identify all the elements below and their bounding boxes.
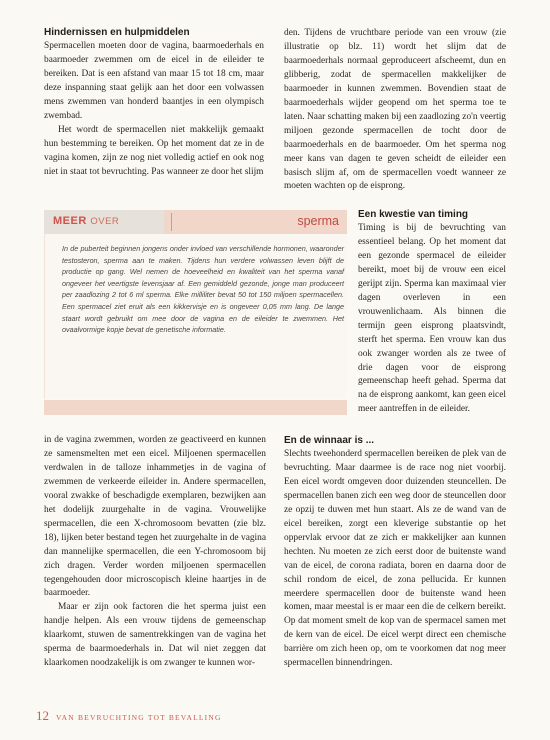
section-heading-hindernissen: Hindernissen en hulpmiddelen	[44, 27, 190, 38]
page-footer	[36, 707, 222, 725]
running-title: VAN BEVRUCHTING TOT BEVALLING	[56, 713, 222, 722]
section-heading-winnaar: En de winnaar is ...	[284, 435, 375, 446]
info-box-body	[44, 234, 347, 399]
column-right-top	[284, 27, 506, 194]
paragraph: den. Tijdens de vruchtbare periode van een vrouw (zie illustratie op blz. 11) wordt het slijm dat de baarmoederhals normaal geproduceert afscheemt, dun en glibberig, zodat de spermacellen makkelijker de baarmoeder in kunnen zwemmen. Bovendien staat de baarmoederhals wijder geopend om het sperma toe te laten. Naar schatting maken bij een zaadlozing zo'n veertig miljoen gezonde spermacellen de tocht door de baarmoederhals en de baarmoeder. Om het sperma nog meer kans van dagen te geven scheidt de eileider een basisch slijm af, om de spermacellen voedt wanneer ze moeten wachten op de eisprong.	[284, 28, 506, 192]
page-number: 12	[36, 708, 49, 723]
paragraph: Maar er zijn ook factoren die het sperma juist een handje helpen. Als een vrouw tijdens de gemeenschap klaarkomt, stuwen de samentrekkingen van de vagina het sperma de baarmoederhals in. Dat wil niet zeggen dat klaarkomen noodzakelijk is om zwanger te kunnen wor-	[44, 602, 266, 669]
info-box-header	[44, 210, 347, 234]
tag-meer: MEER	[53, 215, 87, 227]
section-heading-timing: Een kwestie van timing	[358, 209, 469, 220]
column-left-top	[44, 26, 264, 180]
paragraph: Timing is bij de bevruchting van essentieel belang. Op het moment dat een gezonde spermacel de eileider bereikt, moet bij de vrouw een eicel gerijpt zijn. Sperma kan maximaal vier dagen overleven in een vrouwenlichaam. Als binnen die termijn geen eisprong plaatsvindt, sterft het sperma. Een vrouw kan dus ook zwanger worden als ze twee of drie dagen voor de eisprong gemeenschap heeft gehad. Sperma dat na de eisprong aankomt, kan geen eicel meer aantreffen in de eileider.	[358, 223, 506, 415]
info-box-topic: sperma	[297, 214, 339, 228]
paragraph: in de vagina zwemmen, worden ze geactiveerd en kunnen ze samensmelten met een eicel. Miljoenen spermacellen verdwalen in de talloze inhammetjes in de vagina of zwemmen de verkeerde eileider in. Andere spermacellen, vooral zwakke of beschadigde exemplaren, bezwijken aan het dodelijk zuurgehalte in de vagina. Vrouwelijke spermacellen, die een X-chromosoom bevatten (zie blz. 18), lijken beter bestand tegen het zuurgehalte in de vagina dan mannelijke spermacellen, die een Y-chromosoom bij zich dragen. Verder worden miljoenen spermacellen tegengehouden door microscopisch kleine haartjes in de baarmoeder.	[44, 435, 266, 599]
column-left-bottom	[44, 434, 266, 671]
tag-over: OVER	[90, 216, 120, 227]
column-right-mid	[358, 208, 506, 417]
info-box-sperma	[44, 210, 347, 415]
divider	[171, 213, 172, 231]
info-box-tag	[53, 215, 119, 227]
paragraph: Het wordt de spermacellen niet makkelijk gemaakt hun bestemming te bereiken. Op het moment dat ze in de vagina komen, zijn ze nog niet volledig actief en ook nog niet in staat tot bevruchting. Pas wanneer ze door het slijm	[44, 124, 264, 177]
column-right-bottom	[284, 434, 506, 671]
info-box-text: In de puberteit beginnen jongens onder invloed van verschillende hormonen, waaronder testosteron, sperma aan te maken. Tijdens hun verdere volwassen leven blijft de productie op gang. Wel nemen de hoeveelheid en kwaliteit van het sperma vanaf ongeveer het veertigste levensjaar af. Een gemiddeld gezonde, jonge man produceert per zaadlozing 2 tot 6 ml sperma. Elke milliliter bevat 50 tot 150 miljoen spermacellen. Een spermacel ziet eruit als een kikkervisje en is ongeveer 0,05 mm lang. De lange staart wordt gebruikt om mee door de vagina en de eileider te zwemmen. Het ovaalvormige kopje bevat de genetische informatie.	[62, 244, 344, 335]
paragraph: Slechts tweehonderd spermacellen bereiken de plek van de bevruchting. Maar daarmee is de race nog niet voorbij. Een eicel wordt omgeven door duizenden steuncellen. De spermacellen banen zich een weg door de steuncellen door ze opzij te duwen met hun staart. Als ze de wand van de eicel bereiken, zorgt een kleverige substantie op het oppervlak ervoor dat ze zich er makkelijker aan kunnen hechten. Nu moeten ze zich eerst door de buitenste wand van de eicel, de corona radiata, boren en daarna door de schil rondom de eicel, de zona pellucida. Er kunnen meerdere spermacellen door de buitenste wand heen komen, maar meestal is er maar een die de celkern bereikt. Op dat moment smelt de kop van de spermacel samen met de kern van de eicel. De eicel werpt direct een chemische barrière om zich heen op, om te voorkomen dat nog meer spermacellen binnendringen.	[284, 449, 506, 669]
paragraph: Spermacellen moeten door de vagina, baarmoederhals en baarmoeder zwemmen om de eicel in de eileider te bereiken. Dat is een afstand van maar 15 tot 18 cm, maar deze inspanning staat gelijk aan het door een volwassen mens zwemmen van honderd baantjes in een olympisch zwembad.	[44, 41, 264, 121]
info-box-footer-band	[44, 400, 347, 415]
